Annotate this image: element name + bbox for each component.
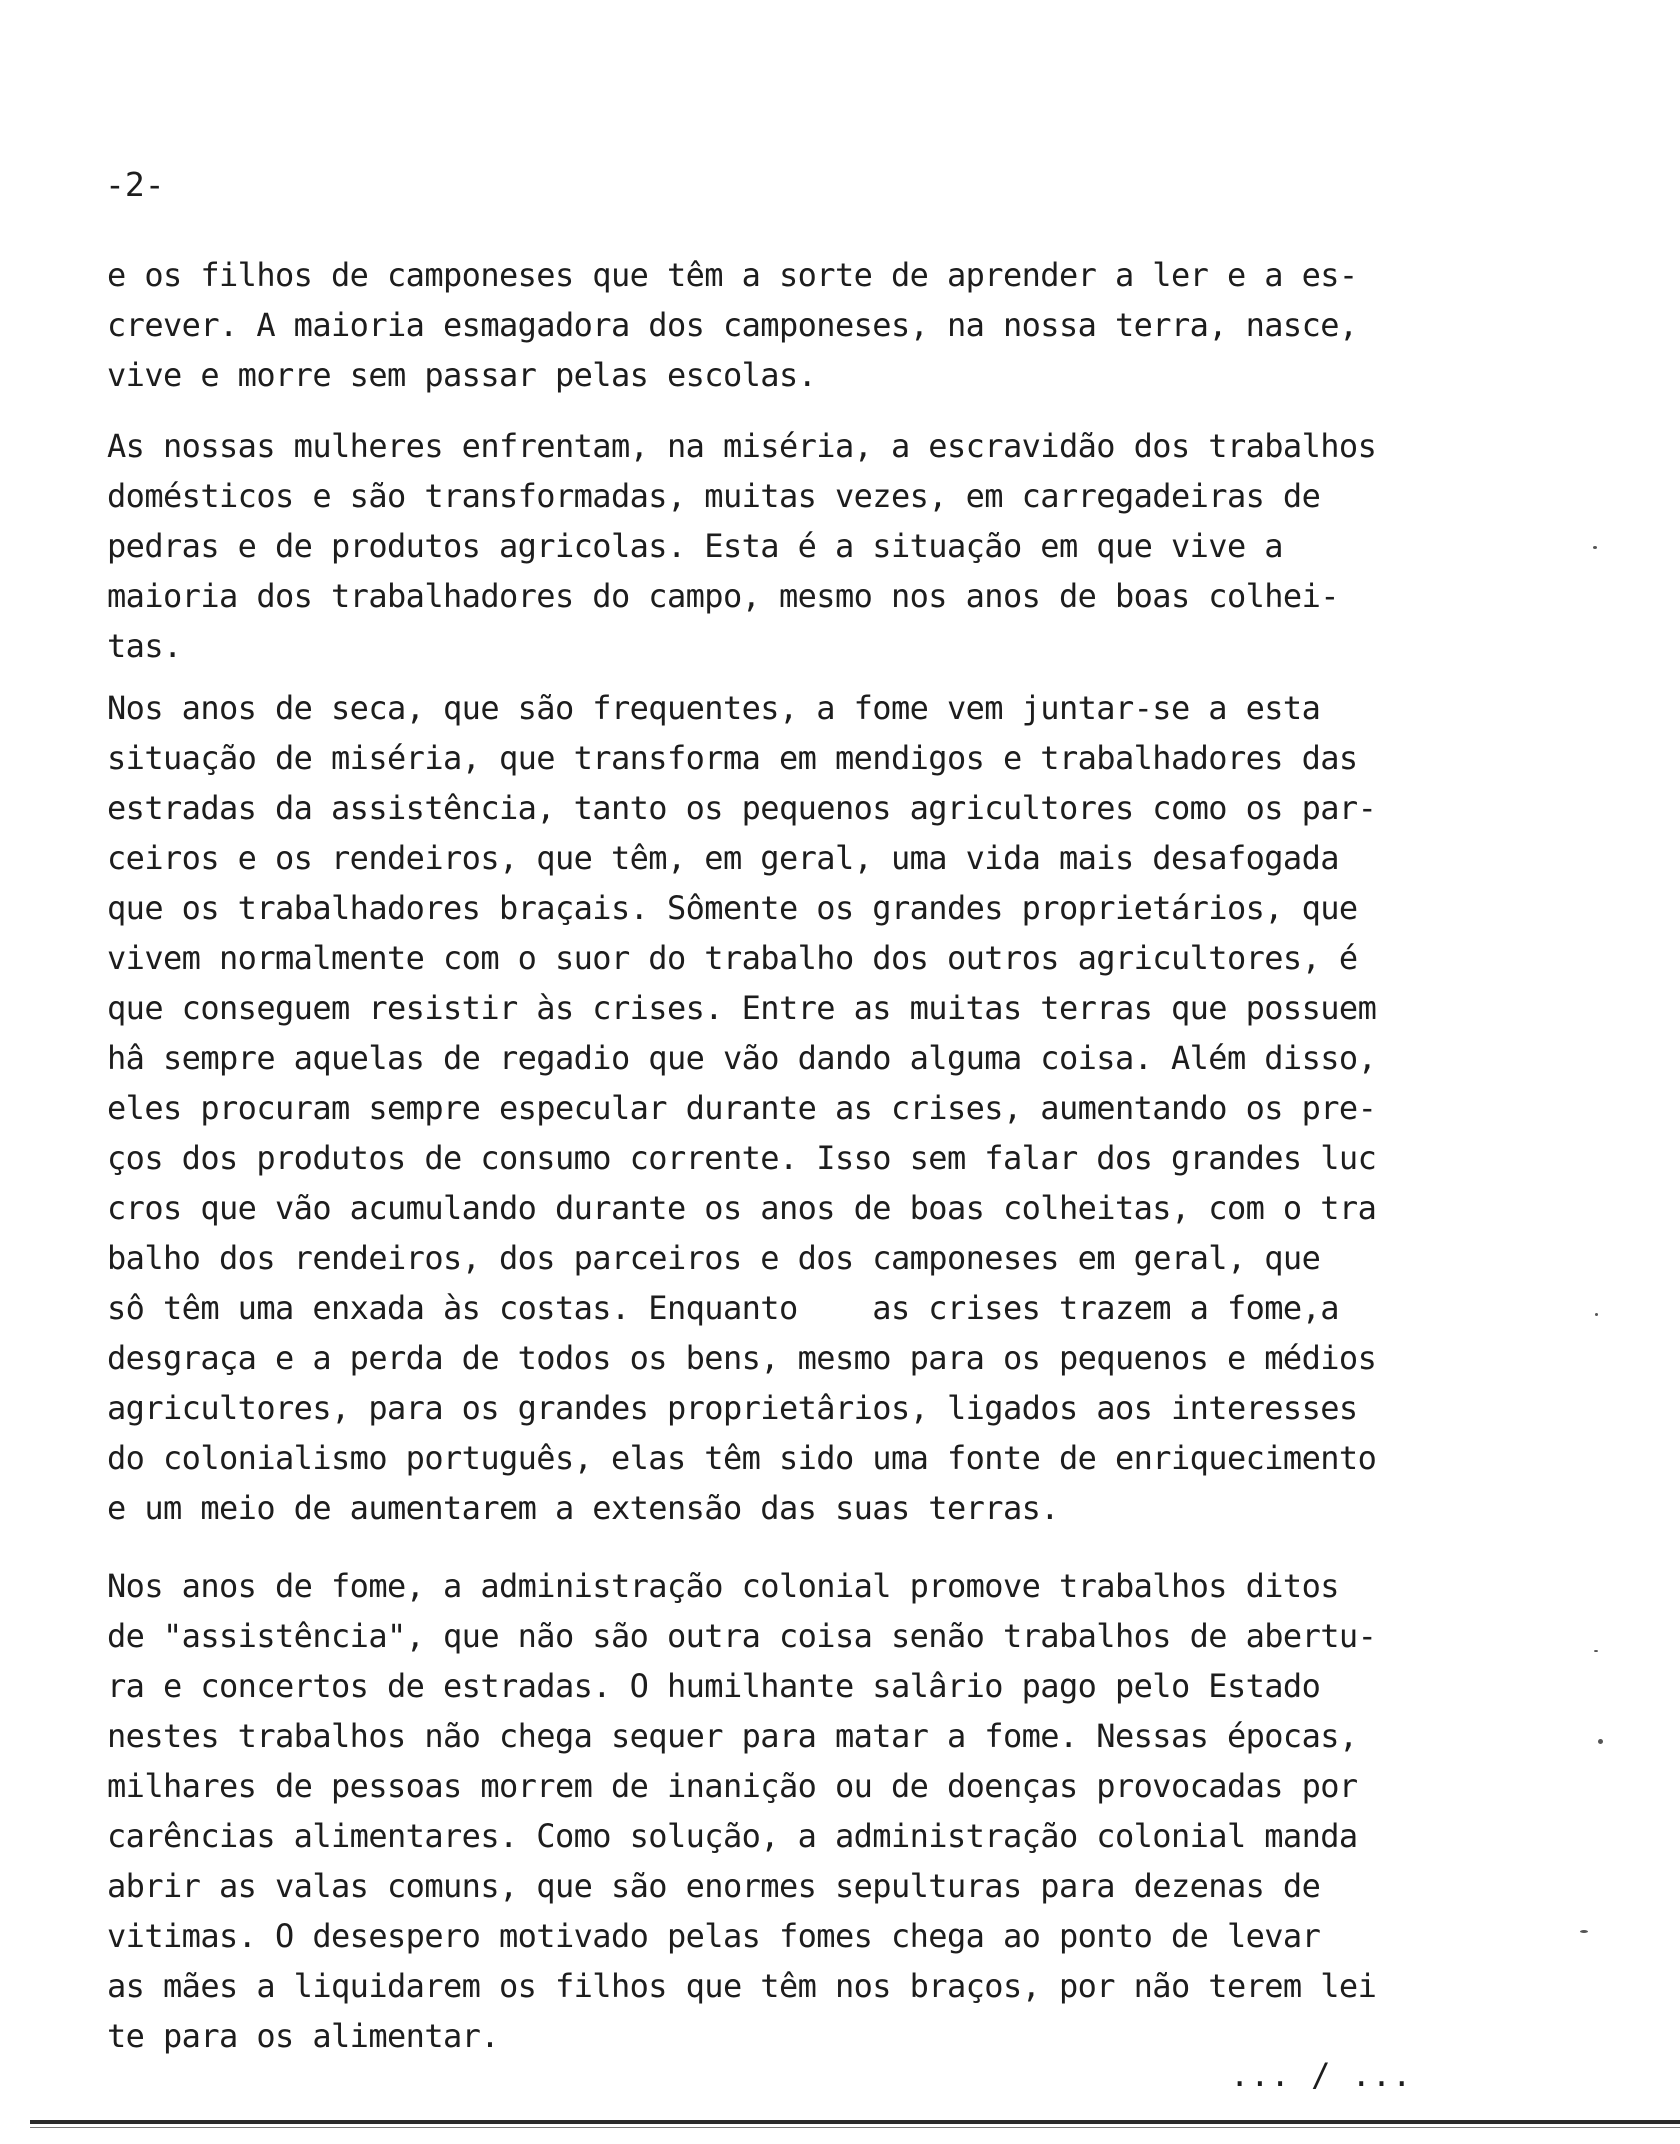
text-line: estradas da assistência, tanto os pequenos agricultores como os par- bbox=[107, 789, 1377, 827]
text-line: agricultores, para os grandes proprietârios, ligados aos interesses bbox=[107, 1389, 1358, 1427]
text-line: Nos anos de fome, a administração colonial promove trabalhos ditos bbox=[107, 1567, 1339, 1605]
scan-speck bbox=[1593, 546, 1597, 549]
text-line: ra e concertos de estradas. O humilhante salârio pago pelo Estado bbox=[107, 1667, 1321, 1705]
scan-speck bbox=[1580, 1930, 1588, 1933]
bottom-rule-shadow bbox=[30, 2127, 1680, 2128]
text-line: e um meio de aumentarem a extensão das suas terras. bbox=[107, 1489, 1059, 1527]
text-line: ços dos produtos de consumo corrente. Isso sem falar dos grandes luc bbox=[107, 1139, 1377, 1177]
text-line: as mães a liquidarem os filhos que têm nos braços, por não terem lei bbox=[107, 1967, 1377, 2005]
text-line: vivem normalmente com o suor do trabalho dos outros agricultores, é bbox=[107, 939, 1358, 977]
scan-speck bbox=[1598, 1739, 1603, 1744]
paragraph-2 bbox=[107, 421, 1376, 671]
text-line: eles procuram sempre especular durante as crises, aumentando os pre- bbox=[107, 1089, 1377, 1127]
text-line: crever. A maioria esmagadora dos camponeses, na nossa terra, nasce, bbox=[107, 306, 1358, 344]
text-line: hâ sempre aquelas de regadio que vão dando alguma coisa. Além disso, bbox=[107, 1039, 1377, 1077]
text-line: domésticos e são transformadas, muitas vezes, em carregadeiras de bbox=[107, 477, 1321, 515]
text-line: te para os alimentar. bbox=[107, 2017, 499, 2055]
text-line: sô têm uma enxada às costas. Enquanto as crises trazem a fome,a bbox=[107, 1289, 1339, 1327]
continuation-mark: ... / ... bbox=[1230, 2056, 1413, 2094]
text-line: vitimas. O desespero motivado pelas fomes chega ao ponto de levar bbox=[107, 1917, 1321, 1955]
paragraph-3 bbox=[107, 683, 1376, 1533]
text-line: balho dos rendeiros, dos parceiros e dos camponeses em geral, que bbox=[107, 1239, 1321, 1277]
text-line: do colonialismo português, elas têm sido uma fonte de enriquecimento bbox=[107, 1439, 1377, 1477]
text-line: situação de miséria, que transforma em mendigos e trabalhadores das bbox=[107, 739, 1358, 777]
text-line: tas. bbox=[107, 627, 182, 665]
scan-speck bbox=[1595, 1313, 1598, 1316]
text-line: que os trabalhadores braçais. Sômente os grandes proprietários, que bbox=[107, 889, 1358, 927]
text-line: de "assistência", que não são outra coisa senão trabalhos de abertu- bbox=[107, 1617, 1377, 1655]
text-line: As nossas mulheres enfrentam, na miséria, a escravidão dos trabalhos bbox=[107, 427, 1377, 465]
text-line: nestes trabalhos não chega sequer para matar a fome. Nessas épocas, bbox=[107, 1717, 1358, 1755]
paragraph-4 bbox=[107, 1561, 1376, 2061]
text-line: maioria dos trabalhadores do campo, mesmo nos anos de boas colhei- bbox=[107, 577, 1339, 615]
text-line: pedras e de produtos agricolas. Esta é a situação em que vive a bbox=[107, 527, 1283, 565]
text-line: milhares de pessoas morrem de inanição ou de doenças provocadas por bbox=[107, 1767, 1358, 1805]
bottom-rule bbox=[30, 2120, 1680, 2124]
scan-speck bbox=[1594, 1650, 1598, 1652]
text-line: abrir as valas comuns, que são enormes sepulturas para dezenas de bbox=[107, 1867, 1321, 1905]
text-line: carências alimentares. Como solução, a administração colonial manda bbox=[107, 1817, 1358, 1855]
text-line: desgraça e a perda de todos os bens, mesmo para os pequenos e médios bbox=[107, 1339, 1377, 1377]
text-line: ceiros e os rendeiros, que têm, em geral, uma vida mais desafogada bbox=[107, 839, 1339, 877]
text-line: e os filhos de camponeses que têm a sorte de aprender a ler e a es- bbox=[107, 256, 1358, 294]
paragraph-1 bbox=[107, 250, 1358, 400]
text-line: que conseguem resistir às crises. Entre as muitas terras que possuem bbox=[107, 989, 1377, 1027]
page-number: -2- bbox=[105, 165, 165, 204]
text-line: vive e morre sem passar pelas escolas. bbox=[107, 356, 817, 394]
text-line: cros que vão acumulando durante os anos de boas colheitas, com o tra bbox=[107, 1189, 1377, 1227]
text-line: Nos anos de seca, que são frequentes, a fome vem juntar-se a esta bbox=[107, 689, 1321, 727]
